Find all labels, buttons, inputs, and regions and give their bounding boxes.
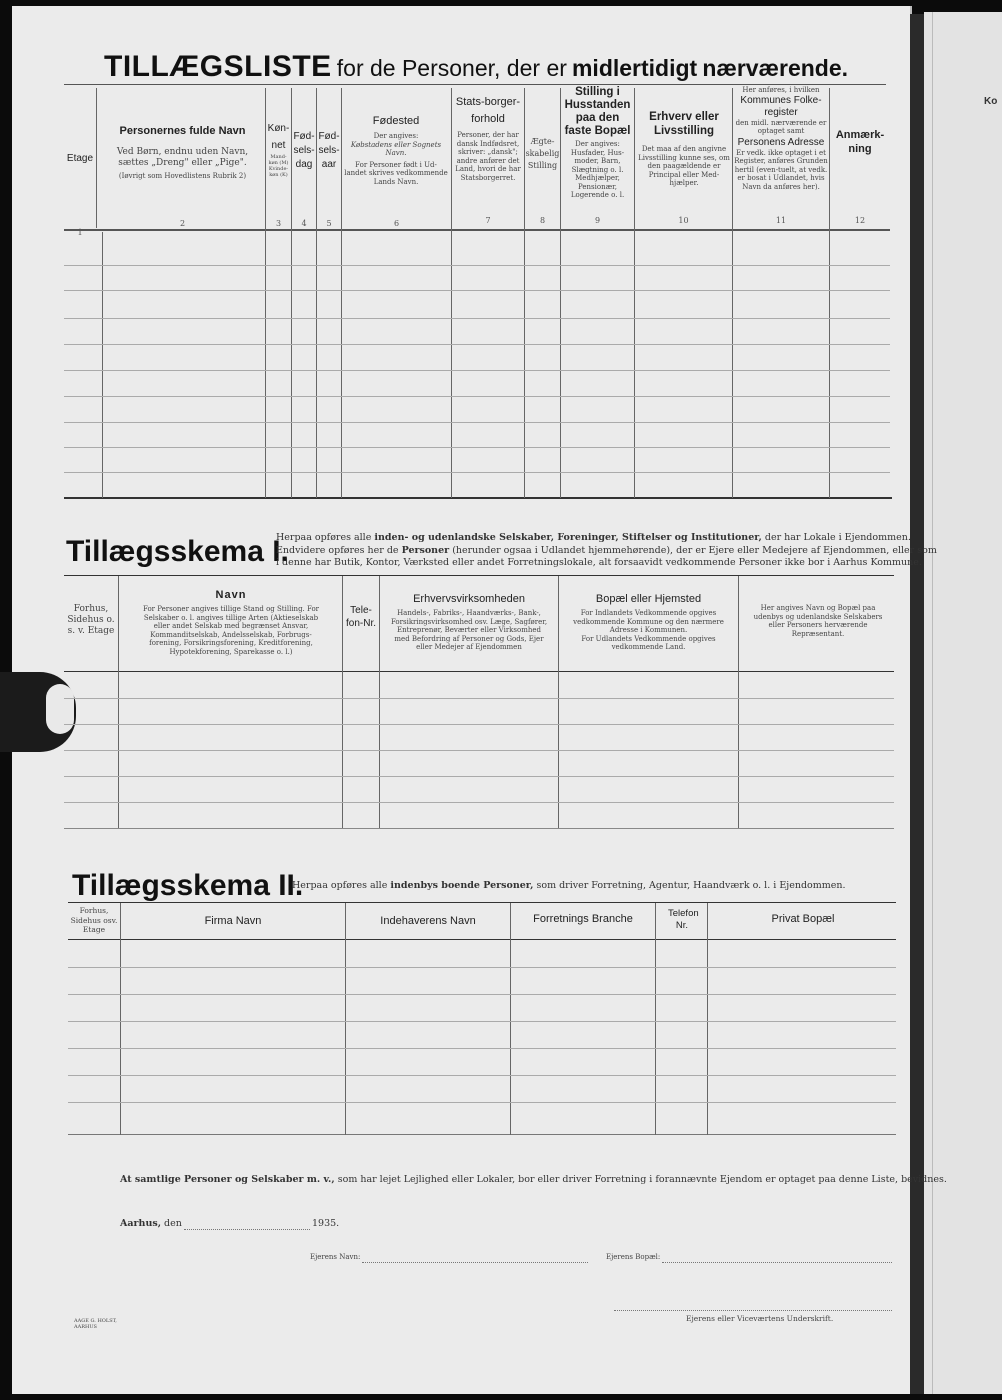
footer-place: Aarhus, xyxy=(120,1218,162,1229)
skema1-col-erhverv xyxy=(382,592,556,652)
footer-date-line xyxy=(120,1218,182,1231)
skema2-col-indehaver xyxy=(347,914,509,928)
main-col-stilling-title: Stilling i Husstanden paa den faste Bopæl xyxy=(564,86,631,137)
footer-statement xyxy=(120,1174,947,1187)
col-line xyxy=(120,903,121,1135)
row-line xyxy=(64,370,890,371)
right-page xyxy=(924,12,1002,1394)
skema1-intro-1b: inden- og udenlandske Selskaber, Foreninger, Stiftelser og Institutioner, xyxy=(374,532,762,543)
skema2-col-etage xyxy=(70,906,118,935)
book-spine xyxy=(910,14,924,1394)
thumb-nail xyxy=(46,684,74,734)
skema1-col-navn-note: For Personer angives tillige Stand og Stilling. For Selskaber o. l. angives tillige Arten (Aktieselskab eller andet Selskab med begrænset Ansvar, Kommanditselskab, Andelsselskab, Forbrugs-forening, Forsikringsforening, Kreditforening, Hypotekforening, Sparekasse o. l.) xyxy=(142,605,320,656)
skema1-intro-1c: der har Lokale i Ejendommen. xyxy=(764,532,911,543)
col-line xyxy=(829,88,830,498)
col-line xyxy=(96,88,97,228)
page-title xyxy=(104,50,848,84)
col-num: 10 xyxy=(678,216,689,225)
skema2-col-indehaver-title: Indehaverens Navn xyxy=(380,915,476,927)
row-line xyxy=(64,724,894,725)
main-col-etage xyxy=(64,152,96,166)
main-col-foedselsaar-title: Fød-sels-aar xyxy=(318,131,340,170)
main-col-foedselsdag-title: Fød-sels-dag xyxy=(293,131,315,170)
main-col-foedested-title: Fødested xyxy=(372,115,420,127)
col-line xyxy=(341,88,342,498)
main-col-anmaerkning xyxy=(831,128,889,156)
main-col-name-note3: (Iøvrigt som Hovedlistens Rubrik 2) xyxy=(118,172,247,180)
signature-label: Ejerens eller Viceværtens Underskrift. xyxy=(686,1314,834,1323)
col-num: 6 xyxy=(393,219,400,228)
signature-field[interactable] xyxy=(614,1310,892,1311)
row-line xyxy=(64,396,890,397)
col-line xyxy=(345,903,346,1135)
skema1-header-rule xyxy=(64,671,894,672)
skema1-col-navn xyxy=(122,588,340,656)
col-num: 11 xyxy=(775,216,787,225)
main-col-folkeregister-note: Er vedk. ikke optaget i et Register, anføres Grunden hertil (even-tuelt, at vedk. er bosat i Udlandet, hvis Navn da anføres her). xyxy=(734,148,828,191)
title-rest-b: midlertidigt xyxy=(571,55,698,81)
skema2-col-telefon xyxy=(658,908,706,932)
row-line xyxy=(64,698,894,699)
skema2-col-telefon-title: Telefon Nr. xyxy=(668,908,699,931)
main-col-folkeregister-title: Kommunes Folke-register xyxy=(740,94,822,118)
main-col-erhverv xyxy=(636,110,732,188)
skema1-intro-2c: (herunder ogsaa i Udlandet hjemmehørende), der er Ejere eller Medejere af Ejendommen, eller som xyxy=(452,544,937,556)
col-line xyxy=(558,576,559,828)
main-col-folkeregister-pre: Her anføres, i hvilken xyxy=(742,86,820,94)
main-col-aegteskab-title: Ægte-skabelig Stilling xyxy=(525,137,560,170)
skema1-col-telefon-title: Tele-fon-Nr. xyxy=(345,605,376,629)
row-line xyxy=(68,1102,896,1103)
row-line xyxy=(68,994,896,995)
main-col-foedested-note2: Købstadens eller Sognets Navn. xyxy=(350,140,442,157)
row-line xyxy=(64,422,890,423)
col-line xyxy=(102,232,103,498)
row-line xyxy=(64,344,890,345)
main-col-etage-title: Etage xyxy=(66,153,94,164)
skema1-intro-2a: Endvidere opføres her de xyxy=(276,544,399,556)
row-line xyxy=(68,1075,896,1076)
main-table-bottom-rule xyxy=(64,497,892,499)
date-blank[interactable] xyxy=(184,1229,310,1230)
col-num: 2 xyxy=(179,219,186,228)
main-col-name xyxy=(100,124,265,181)
row-line xyxy=(64,290,890,291)
skema2-header-rule xyxy=(68,939,896,940)
skema1-col-bopael-note2: For Udlandets Vedkommende opgives vedkommende Land. xyxy=(581,634,716,651)
main-col-koen-note: Mand-køn (M) Kvinde-køn (K) xyxy=(268,154,289,178)
skema1-col-bopael xyxy=(561,592,736,652)
main-col-stilling xyxy=(561,86,634,200)
main-col-folkeregister-mid: den midl. nærværende er optaget samt xyxy=(735,118,827,135)
col-num: 9 xyxy=(594,216,601,225)
main-col-foedested-note1: Der angives: xyxy=(373,132,419,140)
main-col-stilling-note: Der angives: Husfader, Hus-moder, Barn, Slægtning o. l. Medhjælper, Pensionær, Logerende o. l. xyxy=(570,140,625,199)
skema1-top-rule xyxy=(64,575,894,576)
col-num: 8 xyxy=(539,216,546,225)
main-col-anmaerkning-title: Anmærk-ning xyxy=(835,129,885,155)
main-col-aegteskab xyxy=(525,136,560,172)
skema1-col-repraesentant-title: Her angives Navn og Bopæl paa udenbys og udenlandske Selskabers eller Personers herværende Repræsentant. xyxy=(753,604,883,638)
row-line xyxy=(68,967,896,968)
main-table-top-rule xyxy=(64,84,886,85)
skema2-col-bopael-title: Privat Bopæl xyxy=(771,913,835,925)
row-line xyxy=(68,1048,896,1049)
row-line xyxy=(64,265,890,266)
main-col-name-title: Personernes fulde Navn xyxy=(119,125,246,137)
main-col-statsborger xyxy=(454,94,522,182)
skema2-col-firma-title: Firma Navn xyxy=(204,915,262,927)
row-line xyxy=(64,447,890,448)
skema2-col-branche-title: Forretnings Branche xyxy=(533,913,633,925)
main-col-erhverv-title: Erhverv eller Livsstilling xyxy=(649,111,719,137)
row-line xyxy=(68,1021,896,1022)
skema1-intro-2b: Personer xyxy=(401,544,450,556)
main-col-koen-title: Køn-net xyxy=(267,123,290,151)
main-col-foedselsdag xyxy=(292,130,316,172)
col-num: 1 xyxy=(77,228,83,237)
row-line xyxy=(64,318,890,319)
right-page-edge xyxy=(932,12,933,1394)
main-col-folkeregister xyxy=(733,86,829,191)
skema1-intro xyxy=(276,532,937,570)
skema1-bottom-rule xyxy=(64,828,894,829)
skema1-col-repraesentant xyxy=(748,604,888,638)
main-col-name-note2: sættes „Dreng" eller „Pige". xyxy=(118,158,247,168)
row-line xyxy=(64,776,894,777)
skema1-intro-3: i denne har Butik, Kontor, Værksted eller andet Forretningslokale, alt forsaavidt vedkommende Personer ikke bor i Aarhus Kommune. xyxy=(276,557,922,568)
col-num: 7 xyxy=(485,216,491,225)
main-col-statsborger-title: Stats-borger-forhold xyxy=(455,96,521,125)
skema2-intro-a: Herpaa opføres alle xyxy=(292,880,388,891)
skema1-col-navn-title: Navn xyxy=(215,589,247,601)
col-line xyxy=(655,903,656,1135)
main-col-foedested xyxy=(344,114,448,186)
col-num: 5 xyxy=(326,219,332,228)
skema2-col-branche xyxy=(512,912,654,926)
skema2-bottom-rule xyxy=(68,1134,896,1135)
row-line xyxy=(64,472,890,473)
owner-address-label: Ejerens Bopæl: xyxy=(606,1253,661,1261)
skema2-col-etage-title: Forhus, Sidehus osv. Etage xyxy=(70,906,118,934)
main-col-erhverv-note: Det maa af den angivne Livsstilling kunne ses, om den paagældende er Principal eller Med-hjælper. xyxy=(638,145,730,187)
owner-name-field[interactable] xyxy=(362,1262,588,1263)
skema1-col-erhverv-note: Handels-, Fabriks-, Haandværks-, Bank-, Forsikringsvirksomhed osv. Læge, Sagfører, Entreprenør, Beværter eller Virksomhed med Befordring af Personer og Gods, Ejer eller Medejer af Ejendommen xyxy=(390,609,548,651)
col-num: 12 xyxy=(854,216,866,225)
skema1-col-bopael-note1: For Indlandets Vedkommende opgives vedkommende Kommune og den nærmere Adresse i Kommunen. xyxy=(573,609,724,634)
owner-address-field[interactable] xyxy=(662,1262,892,1263)
skema2-intro-b: indenbys boende Personer, xyxy=(390,880,534,891)
skema1-intro-1a: Herpaa opføres alle xyxy=(276,532,372,543)
footer-den: den xyxy=(164,1218,182,1229)
col-line xyxy=(510,903,511,1135)
main-col-statsborger-note: Personer, der har dansk Indfødsret, skriver: „dansk"; andre anfører det Land, hvori de har Statsborgerret. xyxy=(455,131,521,182)
col-num: 4 xyxy=(301,219,307,228)
col-line xyxy=(738,576,739,828)
footer-year: 1935. xyxy=(312,1218,340,1229)
row-line xyxy=(64,802,894,803)
owner-name-label: Ejerens Navn: xyxy=(310,1253,361,1261)
skema2-title: Tillægsskema II. xyxy=(72,869,304,902)
footer-statement-a: At samtlige Personer og Selskaber m. v., xyxy=(120,1174,335,1185)
col-num: 3 xyxy=(275,219,282,228)
skema2-intro xyxy=(292,880,846,893)
col-line xyxy=(707,903,708,1135)
skema2-top-rule xyxy=(68,902,896,903)
skema2-col-bopael xyxy=(710,912,896,926)
skema2-col-firma xyxy=(122,914,344,928)
skema1-col-etage xyxy=(66,604,116,637)
skema1-col-telefon xyxy=(343,604,379,630)
skema1-title: Tillægsskema I. xyxy=(66,535,289,568)
skema1-col-erhverv-title: Erhvervsvirksomheden xyxy=(413,593,525,605)
skema1-col-bopael-title: Bopæl eller Hjemsted xyxy=(595,593,702,605)
col-line xyxy=(634,88,635,498)
main-col-foedselsaar xyxy=(317,130,341,172)
main-col-folkeregister-title2: Personens Adresse xyxy=(737,136,825,148)
title-rest-a: for de Personer, der er xyxy=(336,55,567,81)
title-main: TILLÆGSLISTE xyxy=(104,50,332,83)
skema2-intro-c: som driver Forretning, Agentur, Haandværk o. l. i Ejendommen. xyxy=(536,880,846,891)
right-page-fragment: Ko xyxy=(984,96,998,107)
main-col-koen xyxy=(266,120,291,178)
title-rest-c: nærværende. xyxy=(702,55,849,81)
main-col-foedested-note3: For Personer født i Ud-landet skrives vedkommende Lands Navn. xyxy=(344,160,448,186)
col-line xyxy=(379,576,380,828)
row-line xyxy=(64,750,894,751)
main-col-name-note1: Ved Børn, endnu uden Navn, xyxy=(116,147,249,157)
printer-mark: AAGE G. HOLST, AARHUS xyxy=(74,1318,117,1330)
skema1-col-etage-title: Forhus, Sidehus o. s. v. Etage xyxy=(67,604,115,636)
main-header-rule xyxy=(64,229,890,231)
footer-statement-b: som har lejet Lejlighed eller Lokaler, bor eller driver Forretning i forannævnte Ejendom er optaget paa denne Liste, bevidnes. xyxy=(337,1174,947,1185)
col-line xyxy=(451,88,452,498)
col-line xyxy=(118,576,119,828)
